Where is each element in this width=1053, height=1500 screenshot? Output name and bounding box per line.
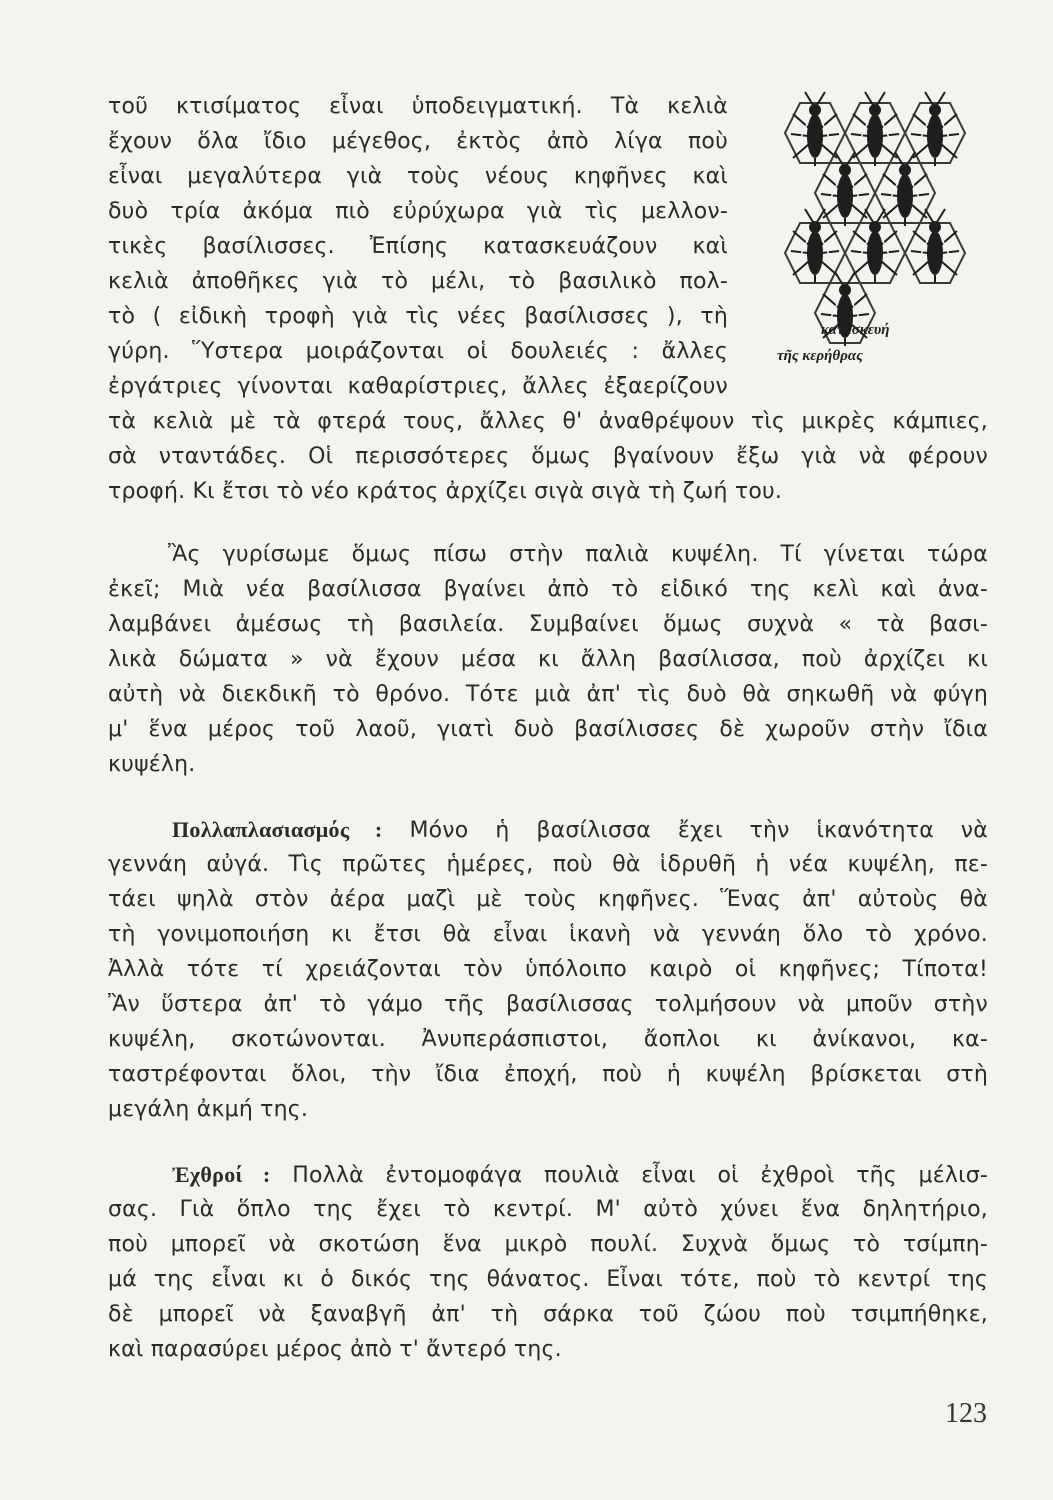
text-line: σας. Γιὰ ὅπλο της ἔχει τὸ κεντρί. Μ' αὐτὸ χύνει ἕνα δηλητήριο, [108, 1197, 988, 1222]
page-number: 123 [945, 1398, 987, 1429]
text-line: δὲ μπορεῖ νὰ ξαναβγῆ ἀπ' τὴ σάρκα τοῦ ζώου ποὺ τσιμπήθηκε, [108, 1302, 988, 1327]
figure-caption-line2: τῆς κερήθρας [777, 348, 863, 364]
text-line: ἐργάτριες γίνονται καθαρίστριες, ἄλλες ἐξαερίζουν [108, 374, 728, 399]
text-line: ποὺ μπορεῖ νὰ σκοτώση ἕνα μικρὸ πουλί. Συχνὰ ὅμως τὸ τσίμπη- [108, 1232, 988, 1257]
text-line: κυψέλη. [108, 752, 196, 777]
text-line: Ἂς γυρίσωμε ὅμως πίσω στὴν παλιὰ κυψέλη. Τί γίνεται τώρα [168, 542, 988, 567]
text-line: τροφή. Κι ἔτσι τὸ νέο κράτος ἀρχίζει σιγὰ σιγὰ τὴ ζωή του. [108, 479, 783, 504]
text-line [172, 815, 988, 846]
text-line: σὰ νταντάδες. Οἱ περισσότερες ὅμως βγαίνουν ἔξω γιὰ νὰ φέρουν [108, 444, 988, 469]
text-line: τοῦ κτισίματος εἶναι ὑποδειγματική. Τὰ κελιὰ [108, 94, 728, 119]
text-line: αὐτὴ νὰ διεκδικῆ τὸ θρόνο. Τότε μιὰ ἀπ' τὶς δυὸ θὰ σηκωθῆ νὰ φύγη [108, 682, 988, 707]
text-line: γεννάη αὐγά. Τὶς πρῶτες ἡμέρες, ποὺ θὰ ἱδρυθῆ ἡ νέα κυψέλη, πε- [108, 852, 988, 877]
section-heading: Ἐχθροί : [172, 1162, 271, 1187]
text-line: δυὸ τρία ἀκόμα πιὸ εὐρύχωρα γιὰ τὶς μελλον- [108, 199, 728, 224]
text-line: λικὰ δώματα » νὰ ἔχουν μέσα κι ἄλλη βασίλισσα, ποὺ ἀρχίζει κι [108, 647, 988, 672]
text-line: κυψέλη, σκοτώνονται. Ἀνυπεράσπιστοι, ἄοπλοι κι ἀνίκανοι, κα- [108, 1027, 988, 1052]
text-line: ταστρέφονται ὅλοι, τὴν ἴδια ἐποχή, ποὺ ἡ κυψέλη βρίσκεται στὴ [108, 1062, 988, 1087]
text-line: ἐκεῖ; Μιὰ νέα βασίλισσα βγαίνει ἀπὸ τὸ εἰδικό της κελὶ καὶ ἀνα- [108, 577, 988, 602]
text-line: μεγάλη ἀκμή της. [108, 1097, 309, 1122]
figure-caption-line1: κατασκευή [821, 322, 890, 338]
text-line: γύρη. Ὕστερα μοιράζονται οἱ δουλειές : ἄλλες [108, 339, 728, 364]
text-line: εἶναι μεγαλύτερα γιὰ τοὺς νέους κηφῆνες καὶ [108, 164, 728, 189]
text-line: κελιὰ ἀποθῆκες γιὰ τὸ μέλι, τὸ βασιλικὸ πολ- [108, 269, 728, 294]
text-line: ἔχουν ὅλα ἴδιο μέγεθος, ἐκτὸς ἀπὸ λίγα ποὺ [108, 129, 728, 154]
text-line: τὰ κελιὰ μὲ τὰ φτερά τους, ἄλλες θ' ἀναθρέψουν τὶς μικρὲς κάμπιες, [108, 409, 988, 434]
text-span: Πολλὰ ἐντομοφάγα πουλιὰ εἶναι οἱ ἐχθροὶ τῆς μέλισ- [292, 1163, 988, 1188]
section-heading: Πολλαπλασιασμός : [172, 817, 383, 842]
text-line [172, 1160, 988, 1191]
text-line: μά της εἶναι κι ὁ δικός της θάνατος. Εἶναι τότε, ποὺ τὸ κεντρί της [108, 1267, 988, 1292]
text-line: λαμβάνει ἀμέσως τὴ βασιλεία. Συμβαίνει ὅμως συχνὰ « τὰ βασι- [108, 612, 988, 637]
text-line: καὶ παρασύρει μέρος ἀπὸ τ' ἄντερό της. [108, 1337, 562, 1362]
text-line: τὸ ( εἰδικὴ τροφὴ γιὰ τὶς νέες βασίλισσες ), τὴ [108, 304, 728, 329]
honeycomb-illustration [745, 88, 985, 388]
text-line: μ' ἕνα μέρος τοῦ λαοῦ, γιατὶ δυὸ βασίλισσες δὲ χωροῦν στὴν ἴδια [108, 717, 988, 742]
text-span: Μόνο ἡ βασίλισσα ἔχει τὴν ἱκανότητα νὰ [409, 818, 988, 843]
text-line: Ἀλλὰ τότε τί χρειάζονται τὸν ὑπόλοιπο καιρὸ οἱ κηφῆνες; Τίποτα! [108, 957, 988, 982]
bee-cluster-icon [745, 88, 985, 388]
text-line: Ἂν ὕστερα ἀπ' τὸ γάμο τῆς βασίλισσας τολμήσουν νὰ μποῦν στὴν [108, 992, 988, 1017]
text-line: τικὲς βασίλισσες. Ἐπίσης κατασκευάζουν καὶ [108, 234, 728, 259]
text-line: τὴ γονιμοποιήση κι ἔτσι θὰ εἶναι ἱκανὴ νὰ γεννάη ὅλο τὸ χρόνο. [108, 922, 988, 947]
text-line: τάει ψηλὰ στὸν ἀέρα μαζὶ μὲ τοὺς κηφῆνες. Ἕνας ἀπ' αὐτοὺς θὰ [108, 887, 988, 912]
